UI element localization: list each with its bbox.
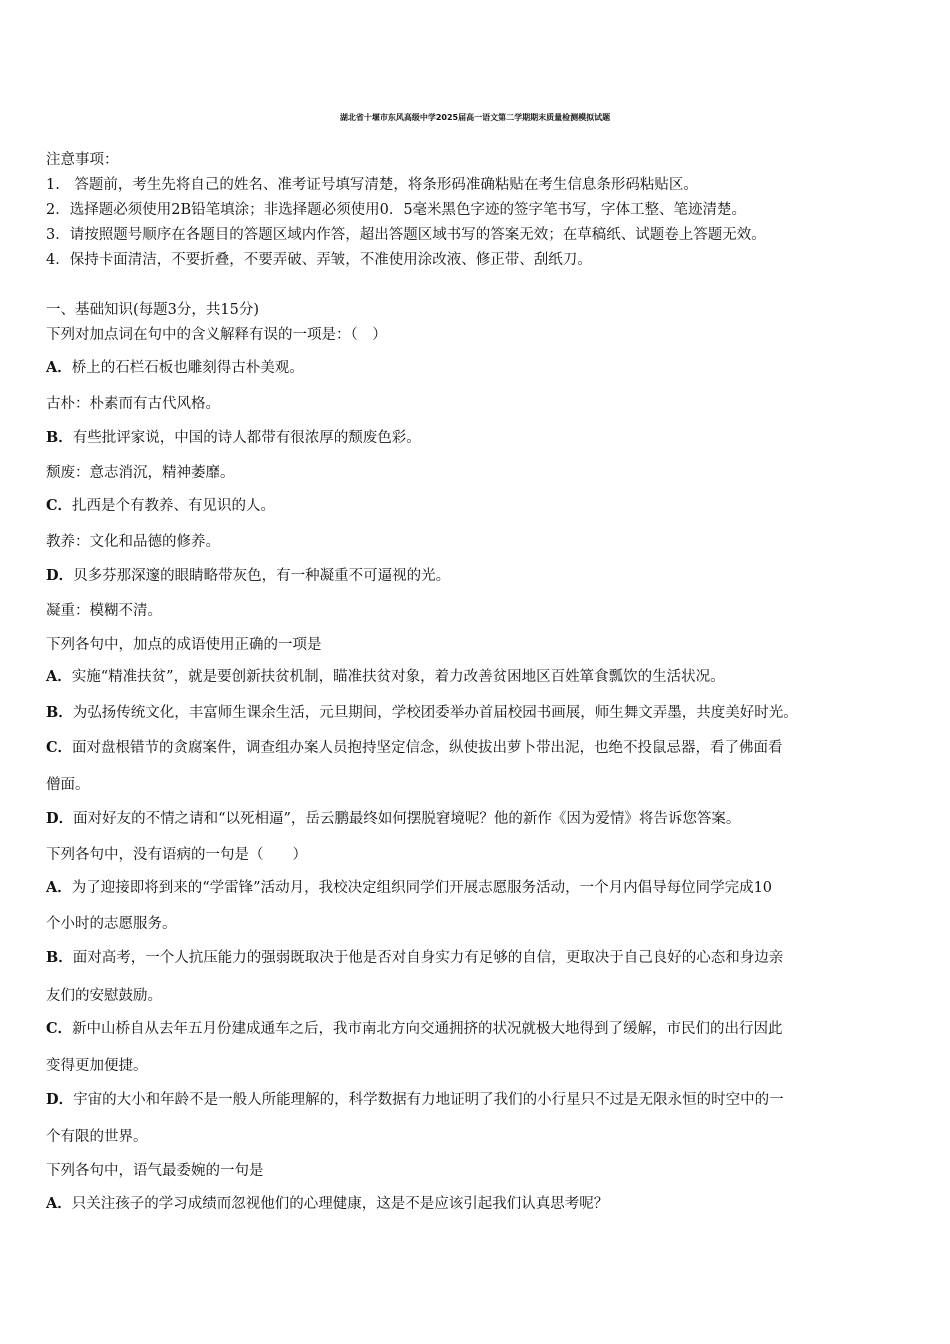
q1-option-a (46, 358, 304, 378)
option-text: 宇宙的大小和年龄不是一般人所能理解的，科学数据有力地证明了我们的小行星只不过是无限永恒的时空中的一 (73, 1092, 784, 1108)
q1-option-b-note: 颓废：意志消沉，精神萎靡。 (46, 465, 235, 481)
option-letter: A． (46, 359, 72, 376)
option-letter: A． (46, 879, 72, 896)
page-title: 湖北省十堰市东风高级中学2025届高一语文第二学期期末质量检测模拟试题 (339, 113, 611, 122)
option-letter: A． (46, 1195, 72, 1212)
option-letter: B． (46, 704, 73, 721)
notice-item-1: 1. 答题前，考生先将自己的姓名、准考证号填写清楚，将条形码准确粘贴在考生信息条形码粘贴区。 (46, 177, 698, 193)
q3-option-d-cont: 个有限的世界。 (46, 1129, 148, 1145)
q1-option-a-note: 古朴：朴素而有古代风格。 (46, 396, 220, 412)
q2-option-a (46, 667, 725, 687)
option-letter: C． (46, 497, 73, 514)
option-text: 扎西是个有教养、有见识的人。 (72, 498, 276, 514)
q3-option-d (46, 1090, 784, 1110)
option-text: 面对好友的不情之请和“以死相逼”，岳云鹏最终如何摆脱窘境呢？他的新作《因为爱情》将告诉您答案。 (73, 811, 741, 827)
notice-heading: 注意事项： (46, 152, 119, 168)
q3-option-a-cont: 个小时的志愿服务。 (46, 916, 177, 932)
option-text: 面对盘根错节的贪腐案件，调查组办案人员抱持坚定信念，纵使拔出萝卜带出泥，也绝不投鼠忌器，看了佛面看 (72, 740, 783, 756)
option-text: 为了迎接即将到来的“学雷锋”活动月，我校决定组织同学们开展志愿服务活动，一个月内倡导每位同学完成10 (71, 880, 773, 896)
option-text: 实施“精准扶贫”，就是要创新扶贫机制，瞄准扶贫对象，着力改善贫困地区百姓箪食瓢饮的生活状况。 (71, 669, 725, 685)
option-text: 只关注孩子的学习成绩而忽视他们的心理健康，这是不是应该引起我们认真思考呢？ (71, 1196, 609, 1212)
q1-stem: 下列对加点词在句中的含义解释有误的一项是：（ ） (46, 327, 387, 343)
q2-stem: 下列各句中，加点的成语使用正确的一项是 (46, 637, 322, 653)
option-letter: B． (46, 949, 73, 966)
option-text: 为弘扬传统文化，丰富师生课余生活，元旦期间，学校团委举办首届校园书画展，师生舞文弄墨，共度美好时光。 (72, 705, 798, 721)
option-letter: C． (46, 1020, 73, 1037)
option-text: 面对高考，一个人抗压能力的强弱既取决于他是否对自身实力有足够的自信，更取决于自己良好的心态和身边亲 (72, 950, 784, 966)
option-text: 有些批评家说，中国的诗人都带有很浓厚的颓废色彩。 (72, 430, 421, 446)
option-letter: D． (46, 810, 74, 827)
q1-option-b (46, 428, 421, 448)
q1-option-d (46, 566, 450, 586)
q2-option-c (46, 738, 783, 758)
option-text: 新中山桥自从去年五月份建成通车之后，我市南北方向交通拥挤的状况就极大地得到了缓解，市民们的出行因此 (72, 1021, 783, 1037)
notice-item-3: 3．请按照题号顺序在各题目的答题区域内作答，超出答题区域书写的答案无效；在草稿纸、试题卷上答题无效。 (46, 227, 766, 243)
q2-option-b (46, 703, 798, 723)
option-letter: D． (46, 567, 74, 584)
q2-option-d (46, 809, 740, 829)
q4-option-a (46, 1194, 608, 1214)
option-letter: D． (46, 1091, 74, 1108)
q1-option-c-note: 教养：文化和品德的修养。 (46, 534, 220, 550)
notice-item-4: 4．保持卡面清洁，不要折叠，不要弄破、弄皱，不准使用涂改液、修正带、刮纸刀。 (46, 252, 592, 268)
q4-stem: 下列各句中，语气最委婉的一句是 (46, 1163, 264, 1179)
option-text: 贝多芬那深邃的眼睛略带灰色，有一种凝重不可逼视的光。 (73, 568, 451, 584)
q2-option-c-cont: 僧面。 (46, 777, 90, 793)
q3-option-b-cont: 友们的安慰鼓励。 (46, 988, 162, 1004)
option-text: 桥上的石栏石板也雕刻得古朴美观。 (71, 360, 304, 376)
q3-option-c (46, 1019, 783, 1039)
q3-option-a (46, 878, 772, 898)
q3-stem: 下列各句中，没有语病的一句是（ ） (46, 847, 307, 863)
q1-option-d-note: 凝重：模糊不清。 (46, 603, 162, 619)
option-letter: B． (46, 429, 73, 446)
option-letter: A． (46, 668, 72, 685)
option-letter: C． (46, 739, 73, 756)
q3-option-c-cont: 变得更加便捷。 (46, 1058, 148, 1074)
notice-item-2: 2．选择题必须使用2B铅笔填涂；非选择题必须使用0．5毫米黑色字迹的签字笔书写，字体工整、笔迹清楚。 (46, 202, 747, 218)
section-heading: 一、基础知识(每题3分，共15分) (46, 302, 259, 318)
q3-option-b (46, 948, 783, 968)
q1-option-c (46, 496, 275, 516)
